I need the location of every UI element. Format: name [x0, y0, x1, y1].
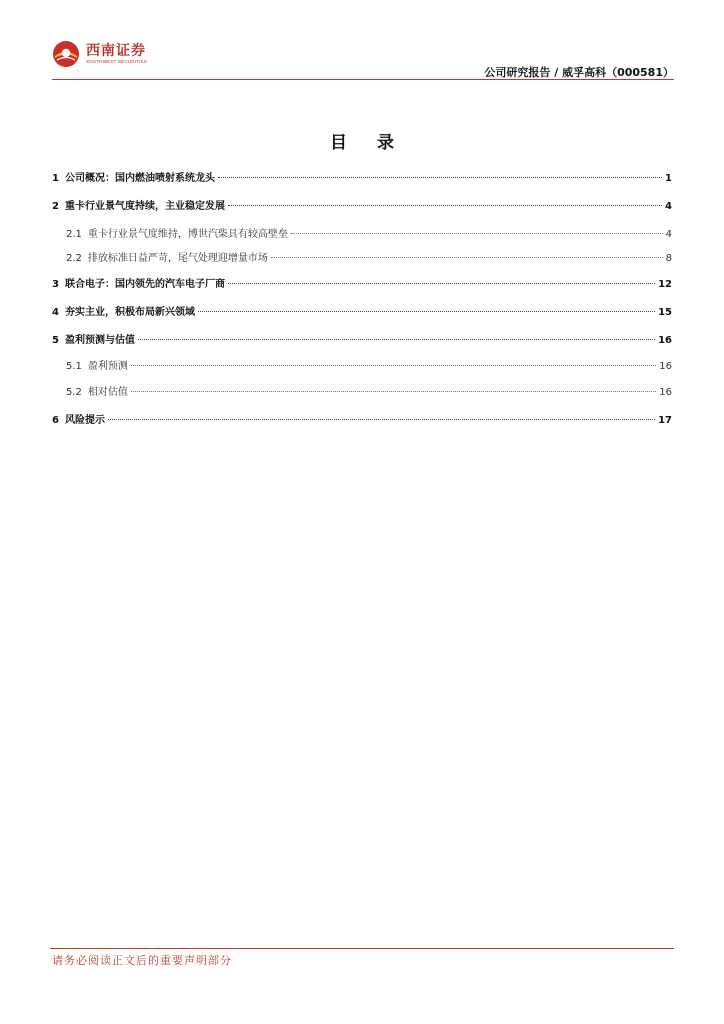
toc-entry-page: 16 [659, 387, 672, 398]
header-divider [52, 79, 674, 80]
toc-entry-page: 15 [658, 307, 672, 318]
toc-entry-title: 盈利预测 [87, 361, 128, 372]
toc-entry[interactable] [52, 332, 672, 350]
toc-leader-dots [228, 205, 662, 206]
toc-entry-title: 相对估值 [87, 387, 128, 398]
toc-entry-number: 5.2 [66, 387, 82, 398]
toc-entry[interactable] [52, 412, 672, 430]
toc-leader-dots [108, 419, 655, 420]
toc-leader-dots [138, 339, 655, 340]
toc-leader-dots [271, 257, 663, 258]
toc-entry-page: 4 [665, 229, 672, 240]
toc-entry-page: 1 [665, 173, 672, 184]
toc-heading: 目 录 [330, 133, 406, 153]
toc-subentry[interactable] [52, 384, 672, 402]
toc-entry-title: 联合电子：国内领先的汽车电子厂商 [64, 279, 225, 290]
toc-entry-title: 盈利预测与估值 [64, 335, 135, 346]
toc-entry[interactable] [52, 304, 672, 322]
toc-leader-dots [198, 311, 655, 312]
toc-subentry[interactable] [52, 358, 672, 376]
toc-leader-dots [228, 283, 655, 284]
toc-entry-number: 2.2 [66, 253, 82, 264]
toc-entry-number: 3 [52, 279, 59, 290]
toc-entry-page: 8 [665, 253, 672, 264]
toc-leader-dots [131, 391, 656, 392]
toc-entry-title: 排放标准日益严苛，尾气处理迎增量市场 [87, 253, 268, 264]
toc-entry-title: 重卡行业景气度维持，博世汽柴具有较高壁垒 [87, 229, 288, 240]
toc-entry[interactable] [52, 276, 672, 294]
toc-entry-page: 16 [659, 361, 672, 372]
toc-entry-title: 风险提示 [64, 415, 105, 426]
toc-entry-title: 重卡行业景气度持续，主业稳定发展 [64, 201, 225, 212]
toc-subentry[interactable] [52, 250, 672, 268]
toc-entry-page: 4 [665, 201, 672, 212]
toc-entry-number: 4 [52, 307, 59, 318]
toc-entry-number: 5.1 [66, 361, 82, 372]
toc-entry-title: 夯实主业，积极布局新兴领域 [64, 307, 195, 318]
toc-entry-title: 公司概况：国内燃油喷射系统龙头 [64, 173, 215, 184]
toc-entry-page: 17 [658, 415, 672, 426]
southwest-securities-logo-icon [52, 40, 80, 68]
toc-entry-number: 2.1 [66, 229, 82, 240]
logo-chinese-name: 西南证券 [86, 43, 146, 59]
toc-entry-number: 1 [52, 173, 59, 184]
toc-leader-dots [291, 233, 663, 234]
toc-entry-page: 16 [658, 335, 672, 346]
footer-divider [50, 948, 674, 949]
toc-subentry[interactable] [52, 226, 672, 244]
toc-entry-number: 5 [52, 335, 59, 346]
report-title: 公司研究报告 / 威孚高科（000581） [484, 66, 674, 79]
logo-english-name: SOUTHWEST SECURITIES [86, 59, 147, 64]
page-header [52, 40, 674, 80]
footer-disclaimer: 请务必阅读正文后的重要声明部分 [52, 954, 232, 967]
toc-entry[interactable] [52, 170, 672, 188]
toc-entry-number: 6 [52, 415, 59, 426]
toc-entry-page: 12 [658, 279, 672, 290]
toc-entry[interactable] [52, 198, 672, 216]
company-logo [52, 40, 147, 68]
toc-leader-dots [131, 365, 656, 366]
toc-leader-dots [218, 177, 662, 178]
toc-entry-number: 2 [52, 201, 59, 212]
